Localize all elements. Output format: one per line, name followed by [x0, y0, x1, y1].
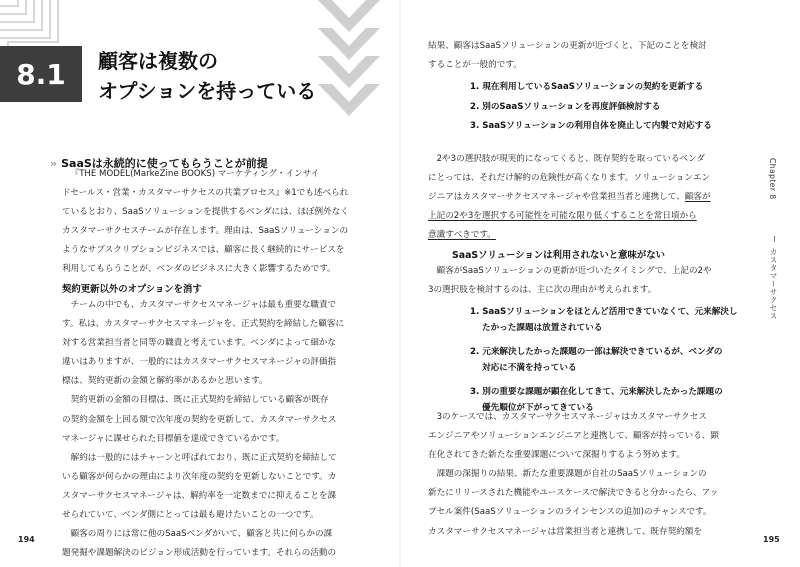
reasons-list: 1. SaaSソリューションをほとんど活用できていなくて、元来解決し たかった課題は放置されている 2. 元来解決したかった課題の一部は解決できているが、ベンダの 対応に不満を持っている 3. 別の重要な課題が顕在化してきて、元来解決したかった課題の 優先順位が下がってきている: [470, 307, 738, 413]
double-chevron-icon: »: [50, 157, 58, 170]
heading-saas-continuous: » SaaSは永続的に使ってもらうことが前提: [50, 157, 268, 170]
page-number-left: 194: [18, 535, 35, 544]
paragraph-1: 『THE MODEL(MarkeZine BOOKS) マーケティング・インサイ ドセールス・営業・カスタマーサクセスの共業プロセス』※1でも述べられ ているとおり、SaaSソリューションを提供するベンダには、ほぼ例外なく カスタマーサクセスチームが存在します。理由は、SaaSソリューションの ようなサブスクリプションビジネスでは、顧客に長く継続的にサービスを 利用してもらうことが、ベンダのビジネスに大きく影響するためです。: [62, 169, 349, 275]
heading-saas-unused: SaaSソリューションは利用されないと意味がない: [452, 250, 666, 261]
side-title: カスタマーサクセス: [769, 248, 778, 320]
right-paragraph-3: 顧客がSaaSソリューションの更新が近づいたタイミングで、上記の2や 3の選択肢を検討するのは、主に次の理由が考えられます。: [428, 266, 712, 296]
side-divider: [774, 236, 775, 242]
chapter-side-tab: [768, 158, 782, 318]
side-chapter: Chapter 8: [768, 158, 777, 200]
section-number: 8.1: [0, 46, 82, 102]
right-paragraph-2: 2や3の選択肢が現実的になってくると、既存契約を取っているベンダ にとっては、それだけ解約の危険性が高くなります。ソリューションエン ジニアはカスタマーサクセスマネージャや営業担当者と連携して、顧客が 上記の2や3を選択する可能性を可能な限り低くすることを常日頃から 意識すべきです。: [428, 154, 711, 241]
right-paragraph-4: 3のケースでは、カスタマーサクセスマネージャはカスタマーサクセス エンジニアやソリューションエンジニアと連携して、顧客が持っている、顕 在化されてきた新たな重要課題について深掘りするよう努めます。 課題の深掘りの結果、新たな重要課題が自社のSaaSソリューションの 新たにリリースされた機能やユースケースで解決できると分かったら、アッ プセル案件(SaaSソリューションのラインセンスの追加)のチャンスです。 カスタマーサクセスマネージャは営業担当者と連携して、既存契約額を: [428, 412, 719, 537]
corner-pattern-icon: [0, 0, 60, 48]
heading-remove-options: 契約更新以外のオプションを消す: [62, 284, 202, 295]
section-title: 顧客は複数の オプションを持っている: [98, 49, 317, 103]
right-paragraph-1: 結果、顧客はSaaSソリューションの更新が近づくと、下記のことを検討 することが一般的です。: [428, 41, 707, 71]
options-list: 1. 現在利用しているSaaSソリューションの契約を更新する 2. 別のSaaSソリューションを再度評価検討する 3. SaaSソリューションの利用自体を廃止して内製で対応する: [470, 82, 712, 131]
page-number-right: 195: [763, 535, 780, 544]
paragraph-2: チームの中でも、カスタマーサクセスマネージャは最も重要な職責で す。私は、カスタマーサクセスマネージャを、正式契約を締結した顧客に 対する営業担当者と同等の職責と考えています。ベンダによって細かな 違いはありますが、一般的にはカスタマーサクセスマネージャの評価指 標は、契約更新の金額と解約率があるかと思います。 契約更新の金額の目標は、既に正式契約を締結している顧客が既存 の契約金額を上回る額で次年度の契約を更新して、カスタマーサクセス マネージャに課せられた目標値を達成できているかです。 解約は一般的にはチャーンと呼ばれており、既に正式契約を締結して いる顧客が何らかの理由により次年度の契約を更新しないことです。カ スタマーサクセスマネージャは、解約率を一定数までに抑えることを課 せられていて、ベンダ側にとっては最も避けたいことの一つです。 顧客の周りには常に他のSaaSベンダがいて、顧客と共に何らかの課 題発掘や課題解決のビジョン形成活動を行っています。それらの活動の: [62, 300, 345, 559]
